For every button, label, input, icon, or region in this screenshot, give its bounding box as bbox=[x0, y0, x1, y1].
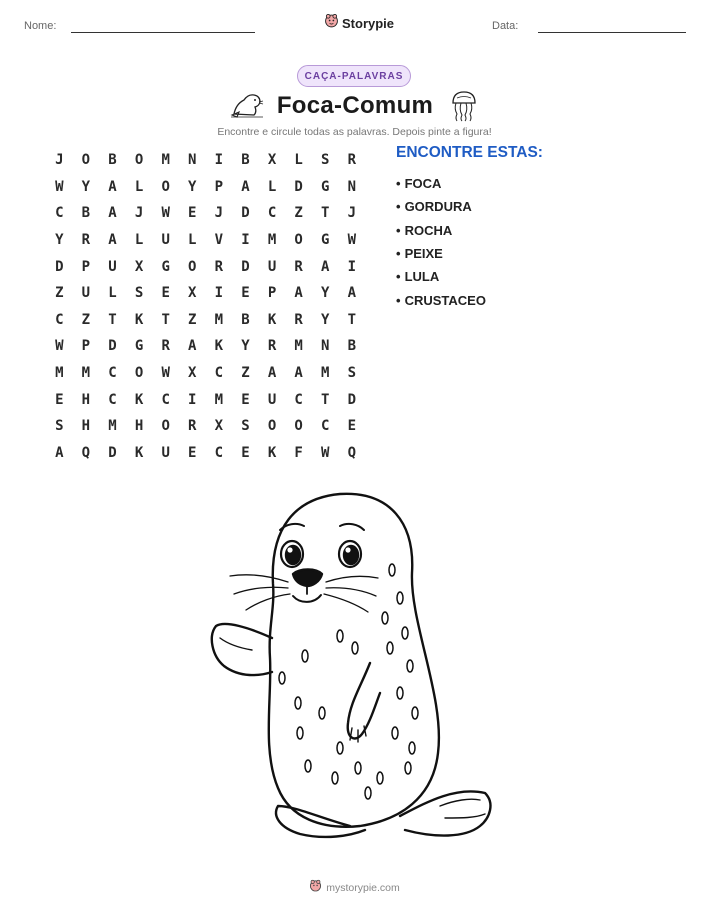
grid-letter[interactable]: A bbox=[294, 285, 303, 302]
footer bbox=[0, 879, 709, 897]
grid-letter[interactable]: G bbox=[134, 338, 144, 355]
name-line bbox=[71, 32, 255, 33]
grid-letter[interactable]: T bbox=[347, 311, 357, 328]
grid-letter[interactable]: J bbox=[55, 152, 64, 169]
grid-letter[interactable]: A bbox=[241, 178, 250, 195]
grid-letter[interactable]: E bbox=[241, 444, 250, 461]
grid-letter[interactable]: L bbox=[134, 178, 144, 195]
word-list-item bbox=[396, 242, 486, 265]
storypie-logo-icon bbox=[309, 879, 322, 897]
grid-letter[interactable]: Y bbox=[81, 178, 91, 195]
grid-letter[interactable]: C bbox=[108, 391, 117, 408]
grid-letter[interactable]: H bbox=[134, 418, 144, 435]
grid-letter[interactable]: D bbox=[347, 391, 357, 408]
grid-letter[interactable]: B bbox=[241, 152, 250, 169]
grid-letter[interactable]: C bbox=[294, 391, 303, 408]
word-label: PEIXE bbox=[404, 246, 443, 262]
grid-letter[interactable]: A bbox=[321, 258, 330, 275]
grid-letter[interactable]: M bbox=[214, 311, 224, 328]
grid-letter[interactable]: C bbox=[267, 205, 277, 222]
date-label: Data: bbox=[492, 20, 519, 32]
grid-letter[interactable]: R bbox=[294, 311, 303, 328]
grid-letter[interactable]: G bbox=[321, 178, 330, 195]
grid-letter[interactable]: O bbox=[267, 418, 277, 435]
grid-letter[interactable]: B bbox=[81, 205, 91, 222]
grid-row bbox=[46, 413, 365, 440]
grid-letter[interactable]: Y bbox=[188, 178, 197, 195]
grid-letter[interactable]: P bbox=[81, 338, 91, 355]
grid-letter[interactable]: C bbox=[55, 205, 64, 222]
grid-letter[interactable]: T bbox=[321, 391, 330, 408]
grid-row bbox=[46, 307, 365, 334]
grid-letter[interactable]: Y bbox=[321, 311, 330, 328]
grid-letter[interactable]: R bbox=[188, 418, 197, 435]
grid-letter[interactable]: C bbox=[161, 391, 170, 408]
grid-letter[interactable]: U bbox=[267, 258, 277, 275]
grid-letter[interactable]: X bbox=[267, 152, 277, 169]
jellyfish-doodle-icon bbox=[450, 90, 478, 127]
grid-letter[interactable]: U bbox=[267, 391, 277, 408]
grid-letter[interactable]: W bbox=[55, 338, 64, 355]
grid-letter[interactable]: K bbox=[214, 338, 224, 355]
grid-letter[interactable]: D bbox=[294, 178, 303, 195]
grid-letter[interactable]: C bbox=[321, 418, 330, 435]
grid-row bbox=[46, 333, 365, 360]
grid-letter[interactable]: B bbox=[347, 338, 357, 355]
grid-letter[interactable]: P bbox=[81, 258, 91, 275]
grid-letter[interactable]: A bbox=[108, 178, 117, 195]
footer-url[interactable]: mystorypie.com bbox=[326, 882, 400, 894]
name-label: Nome: bbox=[24, 20, 57, 32]
grid-letter[interactable]: R bbox=[347, 152, 357, 169]
word-list-item bbox=[396, 288, 486, 311]
grid-letter[interactable]: N bbox=[347, 178, 357, 195]
category-badge: CAÇA-PALAVRAS bbox=[297, 65, 411, 87]
grid-letter[interactable]: W bbox=[161, 205, 170, 222]
grid-row bbox=[46, 253, 365, 280]
grid-row bbox=[46, 440, 365, 467]
seal-coloring-illustration bbox=[200, 488, 505, 853]
grid-letter[interactable]: O bbox=[188, 258, 197, 275]
grid-letter[interactable]: D bbox=[55, 258, 64, 275]
word-list-title: ENCONTRE ESTAS: bbox=[396, 144, 543, 161]
brand-name: Storypie bbox=[342, 15, 395, 31]
grid-letter[interactable]: I bbox=[214, 285, 224, 302]
grid-letter[interactable]: D bbox=[108, 444, 117, 461]
word-list-item bbox=[396, 219, 486, 242]
grid-letter[interactable]: V bbox=[214, 232, 224, 249]
grid-letter[interactable]: E bbox=[241, 391, 250, 408]
grid-letter[interactable]: J bbox=[214, 205, 224, 222]
instructions: Encontre e circule todas as palavras. Depois pinte a figura! bbox=[217, 126, 492, 138]
grid-letter[interactable]: G bbox=[321, 232, 330, 249]
grid-letter[interactable]: M bbox=[108, 418, 117, 435]
grid-letter[interactable]: U bbox=[161, 444, 170, 461]
grid-letter[interactable]: M bbox=[81, 365, 91, 382]
grid-letter[interactable]: H bbox=[81, 391, 91, 408]
grid-letter[interactable]: E bbox=[55, 391, 64, 408]
grid-letter[interactable]: J bbox=[347, 205, 357, 222]
grid-letter[interactable]: Y bbox=[55, 232, 64, 249]
grid-letter[interactable]: Q bbox=[347, 444, 357, 461]
grid-letter[interactable]: I bbox=[241, 232, 250, 249]
grid-letter[interactable]: D bbox=[241, 205, 250, 222]
grid-letter[interactable]: K bbox=[134, 391, 144, 408]
grid-letter[interactable]: Q bbox=[81, 444, 91, 461]
grid-letter[interactable]: S bbox=[55, 418, 64, 435]
grid-letter[interactable]: L bbox=[294, 152, 303, 169]
grid-letter[interactable]: M bbox=[294, 338, 303, 355]
storypie-logo-icon bbox=[324, 13, 339, 33]
grid-letter[interactable]: R bbox=[214, 258, 224, 275]
grid-row bbox=[46, 147, 365, 174]
grid-letter[interactable]: K bbox=[134, 444, 144, 461]
grid-letter[interactable]: I bbox=[188, 391, 197, 408]
grid-letter[interactable]: C bbox=[55, 311, 64, 328]
grid-letter[interactable]: S bbox=[241, 418, 250, 435]
grid-letter[interactable]: M bbox=[55, 365, 64, 382]
grid-letter[interactable]: C bbox=[108, 365, 117, 382]
grid-letter[interactable]: P bbox=[214, 178, 224, 195]
word-label: FOCA bbox=[404, 176, 442, 192]
grid-letter[interactable]: B bbox=[241, 311, 250, 328]
grid-row bbox=[46, 227, 365, 254]
word-list-item bbox=[396, 172, 486, 195]
grid-letter[interactable]: Z bbox=[55, 285, 64, 302]
grid-letter[interactable]: I bbox=[214, 152, 224, 169]
grid-letter[interactable]: U bbox=[108, 258, 117, 275]
grid-letter[interactable]: D bbox=[241, 258, 250, 275]
grid-letter[interactable]: M bbox=[214, 391, 224, 408]
grid-letter[interactable]: M bbox=[321, 365, 330, 382]
grid-letter[interactable]: U bbox=[161, 232, 170, 249]
grid-letter[interactable]: K bbox=[134, 311, 144, 328]
grid-letter[interactable]: Z bbox=[294, 205, 303, 222]
grid-letter[interactable]: J bbox=[134, 205, 144, 222]
grid-row bbox=[46, 280, 365, 307]
brand bbox=[324, 13, 394, 33]
grid-letter[interactable]: G bbox=[161, 258, 170, 275]
grid-letter[interactable]: W bbox=[161, 365, 170, 382]
grid-letter[interactable]: L bbox=[267, 178, 277, 195]
grid-letter[interactable]: Z bbox=[241, 365, 250, 382]
grid-letter[interactable]: C bbox=[214, 444, 224, 461]
bullet: • bbox=[396, 292, 401, 308]
grid-row bbox=[46, 174, 365, 201]
word-label: LULA bbox=[404, 269, 440, 285]
grid-letter[interactable]: O bbox=[134, 152, 144, 169]
grid-letter[interactable]: X bbox=[134, 258, 144, 275]
grid-letter[interactable]: O bbox=[294, 232, 303, 249]
bullet: • bbox=[396, 269, 401, 285]
grid-letter[interactable]: A bbox=[347, 285, 357, 302]
grid-letter[interactable]: L bbox=[134, 232, 144, 249]
grid-letter[interactable]: Y bbox=[241, 338, 250, 355]
grid-letter[interactable]: U bbox=[81, 285, 91, 302]
grid-letter[interactable]: X bbox=[214, 418, 224, 435]
grid-letter[interactable]: A bbox=[188, 338, 197, 355]
grid-letter[interactable]: A bbox=[55, 444, 64, 461]
grid-letter[interactable]: H bbox=[81, 418, 91, 435]
grid-letter[interactable]: R bbox=[81, 232, 91, 249]
grid-letter[interactable]: D bbox=[108, 338, 117, 355]
grid-letter[interactable]: K bbox=[267, 311, 277, 328]
grid-letter[interactable]: X bbox=[188, 365, 197, 382]
grid-letter[interactable]: S bbox=[134, 285, 144, 302]
grid-letter[interactable]: E bbox=[347, 418, 357, 435]
grid-letter[interactable]: T bbox=[161, 311, 170, 328]
grid-letter[interactable]: R bbox=[294, 258, 303, 275]
grid-letter[interactable]: W bbox=[347, 232, 357, 249]
bullet: • bbox=[396, 222, 401, 238]
bullet: • bbox=[396, 176, 401, 192]
grid-letter[interactable]: L bbox=[108, 285, 117, 302]
grid-row bbox=[46, 386, 365, 413]
grid-letter[interactable]: I bbox=[347, 258, 357, 275]
grid-letter[interactable]: S bbox=[347, 365, 357, 382]
page-title: Foca-Comum bbox=[276, 92, 434, 119]
word-list-item bbox=[396, 265, 486, 288]
grid-letter[interactable]: Z bbox=[81, 311, 91, 328]
grid-letter[interactable]: T bbox=[108, 311, 117, 328]
grid-letter[interactable]: T bbox=[321, 205, 330, 222]
grid-letter[interactable]: F bbox=[294, 444, 303, 461]
grid-row bbox=[46, 200, 365, 227]
grid-letter[interactable]: A bbox=[267, 365, 277, 382]
grid-letter[interactable]: O bbox=[294, 418, 303, 435]
grid-letter[interactable]: O bbox=[161, 178, 170, 195]
grid-letter[interactable]: K bbox=[267, 444, 277, 461]
grid-letter[interactable]: N bbox=[188, 152, 197, 169]
grid-letter[interactable]: Z bbox=[188, 311, 197, 328]
grid-letter[interactable]: Y bbox=[321, 285, 330, 302]
bullet: • bbox=[396, 199, 401, 215]
grid-letter[interactable]: P bbox=[267, 285, 277, 302]
bullet: • bbox=[396, 246, 401, 262]
grid-letter[interactable]: E bbox=[188, 444, 197, 461]
grid-letter[interactable]: E bbox=[161, 285, 170, 302]
word-list-item bbox=[396, 195, 486, 218]
grid-letter[interactable]: M bbox=[267, 232, 277, 249]
grid-letter[interactable]: W bbox=[321, 444, 330, 461]
grid-letter[interactable]: B bbox=[108, 152, 117, 169]
grid-letter[interactable]: A bbox=[294, 365, 303, 382]
grid-letter[interactable]: S bbox=[321, 152, 330, 169]
grid-letter[interactable]: O bbox=[81, 152, 91, 169]
grid-letter[interactable]: R bbox=[161, 338, 170, 355]
grid-letter[interactable]: N bbox=[321, 338, 330, 355]
grid-letter[interactable]: O bbox=[134, 365, 144, 382]
grid-letter[interactable]: O bbox=[161, 418, 170, 435]
word-search-grid bbox=[46, 147, 365, 466]
grid-letter[interactable]: C bbox=[214, 365, 224, 382]
date-line bbox=[538, 32, 686, 33]
grid-letter[interactable]: L bbox=[188, 232, 197, 249]
grid-letter[interactable]: R bbox=[267, 338, 277, 355]
grid-letter[interactable]: W bbox=[55, 178, 64, 195]
grid-letter[interactable]: X bbox=[188, 285, 197, 302]
grid-row bbox=[46, 360, 365, 387]
word-label: CRUSTACEO bbox=[404, 292, 486, 308]
grid-letter[interactable]: M bbox=[161, 152, 170, 169]
word-list bbox=[396, 172, 486, 312]
grid-letter[interactable]: A bbox=[108, 232, 117, 249]
word-label: ROCHA bbox=[404, 222, 453, 238]
grid-letter[interactable]: A bbox=[108, 205, 117, 222]
grid-letter[interactable]: E bbox=[241, 285, 250, 302]
grid-letter[interactable]: E bbox=[188, 205, 197, 222]
word-label: GORDURA bbox=[404, 199, 472, 215]
